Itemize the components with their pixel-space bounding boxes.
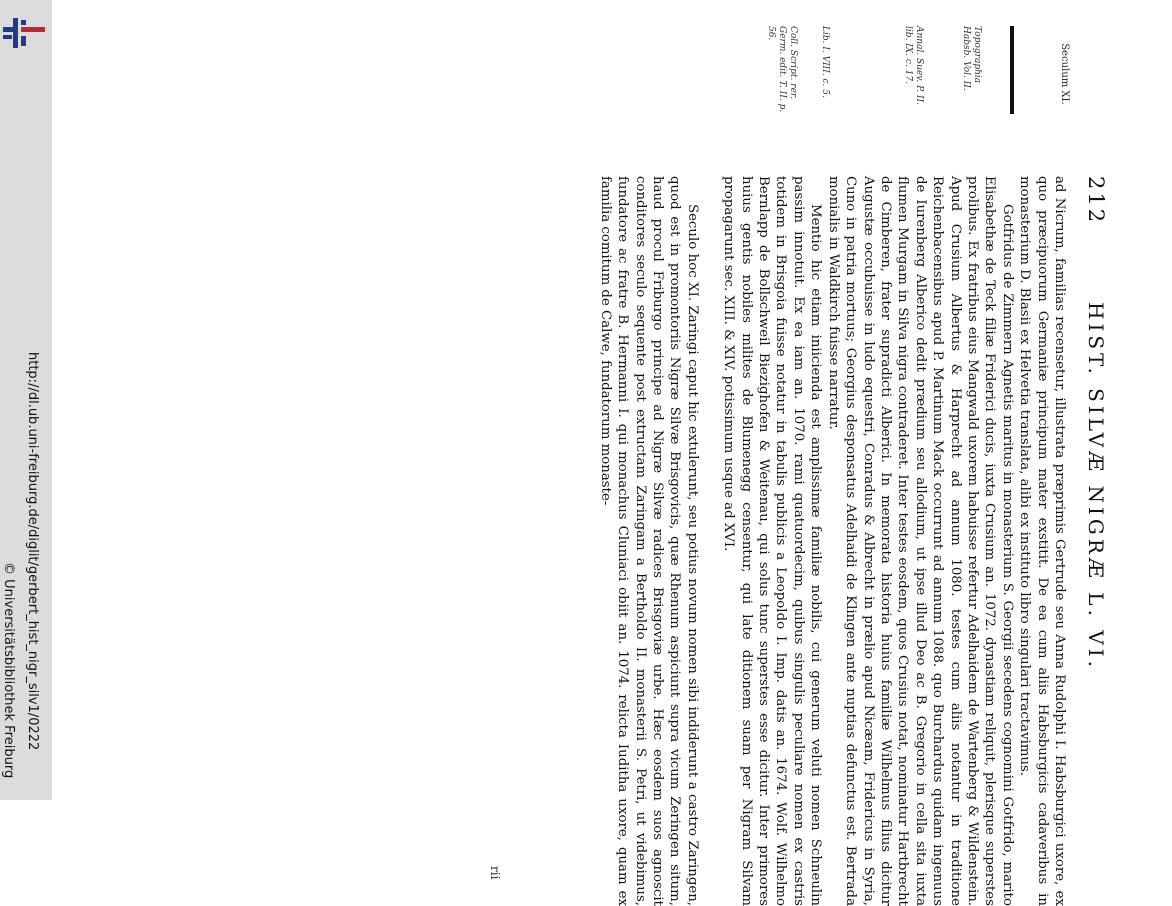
paragraph: ad Nicrum, familias recensetur, illustrata præprimis Gertrude seu Anna Rudolphi I. Habsburgici uxore, ex quo præcipuorum Germaniæ principum mater exstitit. De ea cum aliis Habsburgicis cadaveribus in monasterium D. Blasii ex Helvetia translata, alibi ex instituto libro singulari tractavimus. — [1017, 176, 1067, 906]
section-rule — [1010, 26, 1014, 114]
running-head: HIST. SILVÆ NIGRÆ L. VI. — [1084, 302, 1108, 671]
margin-note: Annal. Suev. P. II. lib. IX. c. 17. — [903, 26, 924, 106]
margin-note: Coll. Script. rer. Germ. edit. T. II. p. 56. — [766, 26, 798, 113]
copyright-notice: © Universitätsbibliothek Freiburg — [1, 562, 16, 779]
paragraph: Seculo hoc XI. Zaringi caput hic extulerunt, seu potius novum nomen sibi indiderunt a castro Zaringen, quod est in promontoriis Nigræ Silvæ Brisgovicis, quæ Rhenum aspiciunt supra vicum Zeringen situm, haud procul Friburgo principe ad Nigræ Silvæ radices Brisgoviæ urbe. Hæc eosdem suos agnoscit conditores seculo sequente post extructam Zaringam a Bertholdo II. monasterii S. Petri, ut videbimus, fundatore ac fratre B. Hermanni I. qui monachus Cluniaci obiit an. 1074. relicta Iuditha uxore, quam ex familia comitum de Calwe, fundatorum monaste- — [597, 176, 700, 906]
library-logo-icon — [3, 18, 45, 48]
page-number: 212 — [1084, 176, 1108, 226]
margin-note: Topographia Habsb. Vol. II. — [961, 26, 982, 91]
viewer-sidebar — [0, 0, 52, 800]
margin-note: Lib. I. VIII. c. 5. — [820, 26, 830, 98]
page-body — [596, 176, 1068, 906]
paragraph: Mentio hic etiam iniicienda est amplissimæ familiæ nobilis, cui generum veluti nomen Schneulin passim innotuit. Ex ea iam an. 1070. rami quatuordecim, quibus singulis peculiare nomen ex castris totidem in Brisgoia fuisse notatur in tabulis publicis a Leopoldo I. Imp. datis an. 1674. Wolf. Wilhelmo Bernlapp de Bollschweil Biezighofen & Weitenau, qui solus tunc superstes esse dicitur. Inter primores huius gentis nobiles milites de Blumenegg censentur, qui late ditionem suam per Nigram Silvam propagarunt sec. XIII. & XIV. potissimum usque ad XVI. — [721, 176, 824, 906]
section-label: Seculum XI. — [1059, 43, 1070, 105]
scanned-page — [52, 0, 1172, 906]
catchword: rii — [488, 866, 502, 880]
rotated-page-content — [222, 26, 1108, 906]
paragraph: Gotfridus de Zimmern Agnetis maritus in monasterium S. Georgii secedens cognomini Gotfrido, marito Elisabethæ de Teck filiæ Friderici ducis, iuxta Crusium an. 1072. dynastiam reliquit, plerisque superstes prolibus. Ex fratribus eius Mangwald uxorem habuisse refertur Adelhaidem de Wartenberg & Wildenstein. Apud Crusium Albertus & Harprecht ad annum 1080. testes cum aliis notantur in traditione Reichenbacensibus apud P. Martinum Mack occurrunt ad annum 1088. quo Burchardus quidam ingenuus de Iurenberg Alberico dedit prædium seu allodium, ut ipse illud Deo ac B. Gregorio in cella sita iuxta flumen Murgam in Silva nigra contraderet. Inter testes eosdem, quos Crusius notat, nominatur Hartbrecht de Cimberen, frater supradicti Alberici. In memorata historia huius familiæ Wilhelmus filius dicitur Augustæ occubuisse in ludo equestri, Conradus & Albrecht in prælio apud Nicæam, Fridericus in Syria, Cuno in patria mortuus; Georgius desponsatus Adelhaidi de Klingen ante nuptias defunctus est. Bertrada monialis in Waldkirch fuisse narratur. — [825, 176, 1015, 906]
source-url[interactable]: http://dl.ub.uni-freiburg.de/diglit/gerbert_hist_nigr_silv1/0222 — [25, 352, 40, 751]
